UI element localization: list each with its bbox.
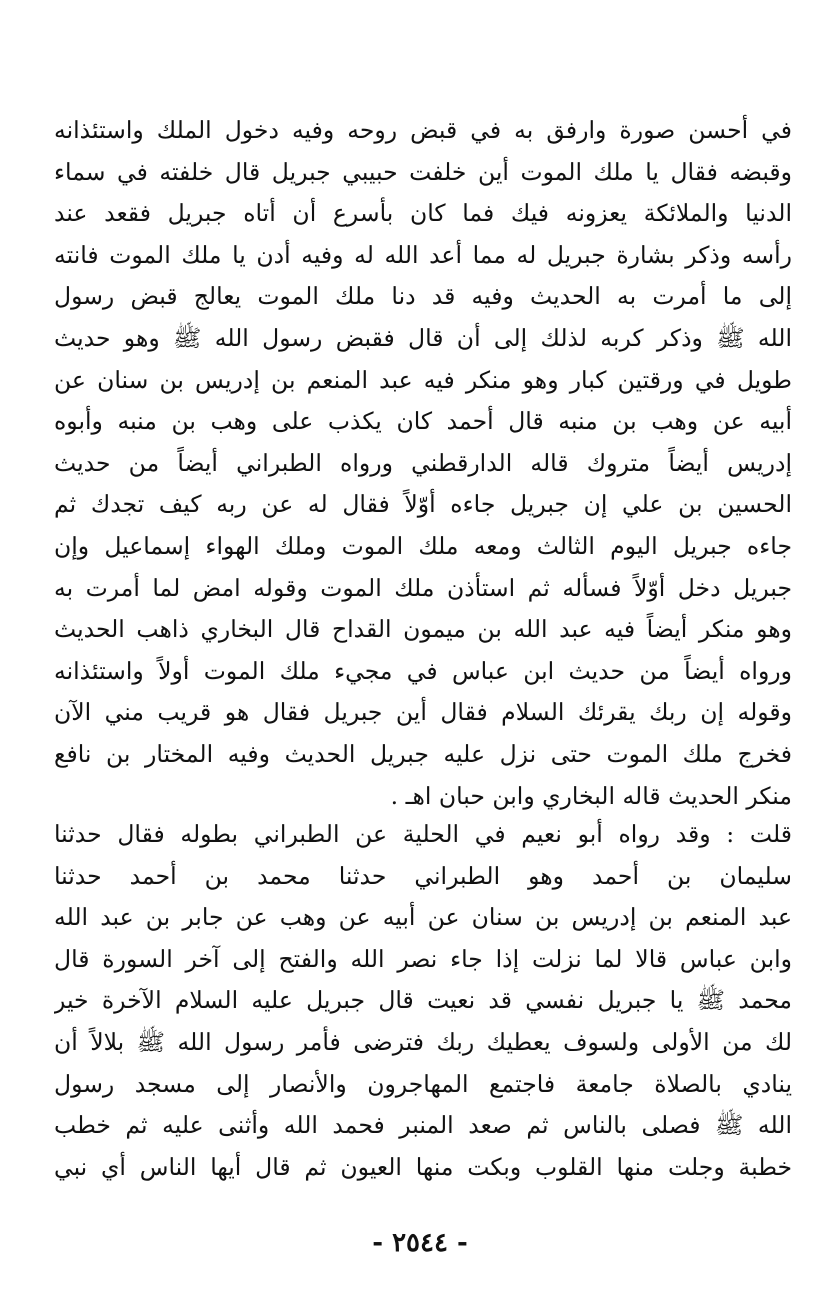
text-line: طويل في ورقتين كبار وهو منكر فيه عبد المنعم بن إدريس بن سنان عن [54, 365, 792, 394]
text-line: سليمان بن أحمد وهو الطبراني حدثنا محمد بن أحمد حدثنا [54, 861, 792, 890]
text-line: فخرج ملك الموت حتى نزل عليه جبريل الحديث وفيه المختار بن نافع [54, 739, 792, 768]
text-line: منكر الحديث قاله البخاري وابن حبان اهـ . [390, 781, 792, 810]
text-line: رأسه وذكر بشارة جبريل له مما أعد الله له وفيه أدن يا ملك الموت فانته [54, 240, 792, 269]
text-line: خطبة وجلت منها القلوب وبكت منها العيون ثم قال أيها الناس أي نبي [54, 1152, 792, 1181]
text-line: ورواه أيضاً من حديث ابن عباس في مجيء ملك الموت أولاً واستئذانه [54, 656, 792, 685]
text-line: وقوله إن ربك يقرئك السلام فقال أين جبريل فقال هو قريب مني الآن [54, 698, 792, 727]
text-line: ينادي بالصلاة جامعة فاجتمع المهاجرون والأنصار إلى مسجد رسول [54, 1069, 792, 1098]
text-line: لك من الأولى ولسوف يعطيك ربك فترضى فأمر رسول الله ﷺ بلالاً أن [54, 1027, 792, 1056]
text-line: أبيه عن وهب بن منبه قال أحمد كان يكذب على وهب بن منبه وأبوه [54, 407, 792, 436]
page-number: - ٢٥٤٤ - [372, 1228, 468, 1258]
text-line: الله ﷺ فصلى بالناس ثم صعد المنبر فحمد الله وأثنى عليه ثم خطب [54, 1111, 792, 1140]
text-line: وابن عباس قالا لما نزلت إذا جاء نصر الله والفتح إلى آخر السورة قال [54, 944, 792, 973]
text-line: الله ﷺ وذكر كربه لذلك إلى أن قال فقبض رسول الله ﷺ وهو حديث [54, 323, 792, 352]
paragraph-2 [54, 814, 792, 1188]
text-line: عبد المنعم بن إدريس بن سنان عن أبيه عن وهب عن جابر بن عبد الله [54, 903, 792, 932]
text-line: وقبضه فقال يا ملك الموت أين خلفت حبيبي جبريل قال خلفته في سماء [54, 157, 792, 186]
text-line: الحسين بن علي إن جبريل جاءه أوّلاً فقال له عن ربه كيف تجدك ثم [54, 490, 792, 519]
text-line: قلت : وقد رواه أبو نعيم في الحلية عن الطبراني بطوله فقال حدثنا [54, 820, 792, 848]
text-line: جاءه جبريل اليوم الثالث ومعه ملك الموت وملك الهواء إسماعيل وإن [54, 531, 792, 560]
text-line: في أحسن صورة وارفق به في قبض روحه وفيه دخول الملك واستئذانه [54, 116, 792, 144]
text-line: محمد ﷺ يا جبريل نفسي قد نعيت قال جبريل عليه السلام الآخرة خير [54, 986, 792, 1015]
text-line: الدنيا والملائكة يعزونه فيك فما كان بأسرع أن أتاه جبريل فقعد عند [54, 199, 792, 228]
text-line: جبريل دخل أوّلاً فسأله ثم استأذن ملك الموت وقوله امض لما أمرت به [54, 573, 792, 602]
text-line: إدريس أيضاً متروك قاله الدارقطني ورواه الطبراني أيضاً من حديث [54, 448, 792, 477]
text-line: وهو منكر أيضاً فيه عبد الله بن ميمون القداح قال البخاري ذاهب الحديث [54, 615, 792, 644]
paragraph-1 [54, 110, 792, 817]
text-line: إلى ما أمرت به الحديث وفيه قد دنا ملك الموت يعالج قبض رسول [54, 282, 792, 311]
